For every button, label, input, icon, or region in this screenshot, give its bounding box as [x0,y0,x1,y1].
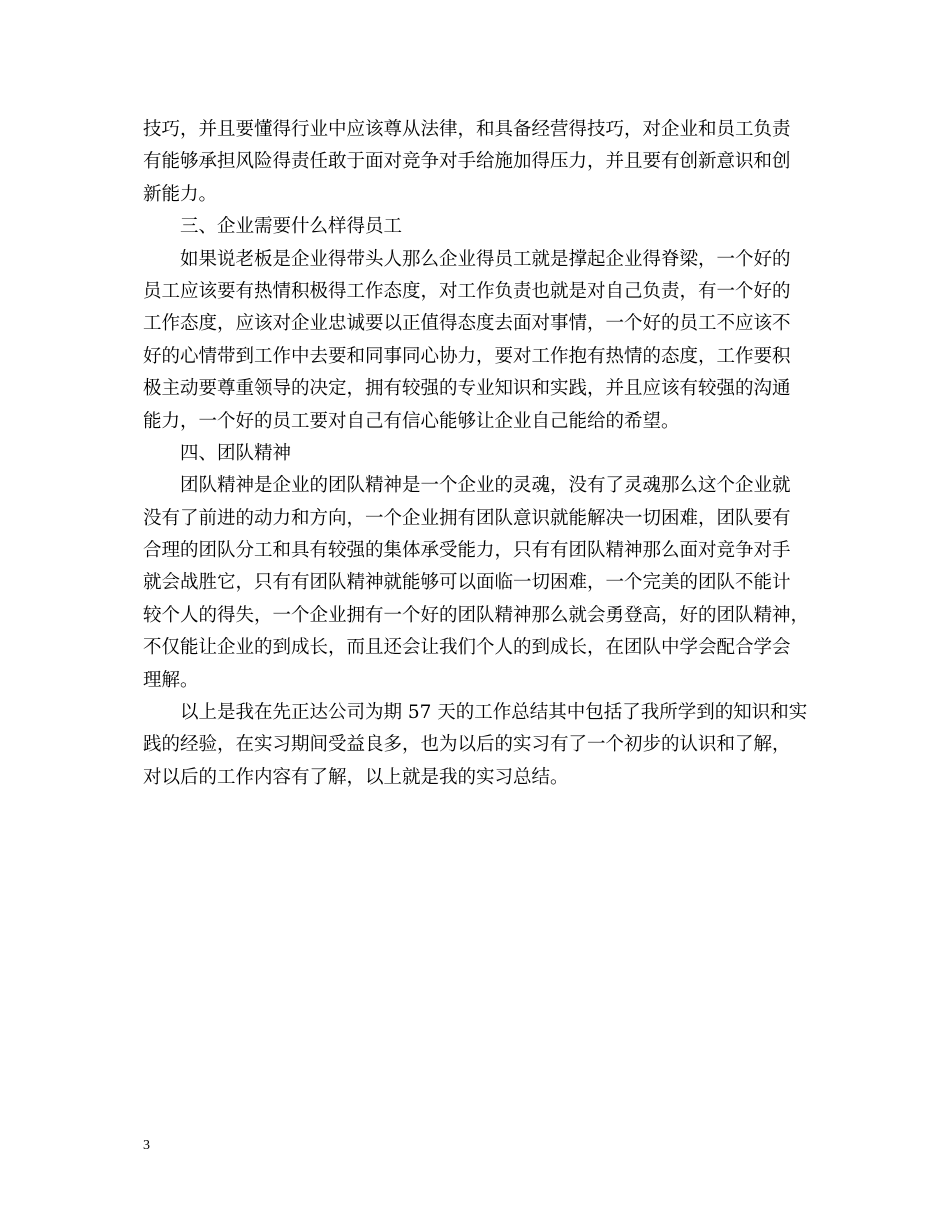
section-heading: 四、团队精神 [180,442,292,464]
text-line: 以上是我在先正达公司为期 57 天的工作总结其中包括了我所学到的知识和实 [180,702,808,724]
text-line: 没有了前进的动力和方向，一个企业拥有团队意识就能解决一切困难，团队要有 [143,507,791,529]
section-heading: 三、企业需要什么样得员工 [180,216,403,238]
text-line: 团队精神是企业的团队精神是一个企业的灵魂，没有了灵魂那么这个企业就 [180,475,791,497]
text-line: 员工应该要有热情积极得工作态度，对工作负责也就是对自己负责，有一个好的 [143,280,791,302]
page-number: 3 [143,1138,150,1153]
text-line: 有能够承担风险得责任敢于面对竞争对手给施加得压力，并且要有创新意识和创 [143,151,791,173]
text-line: 理解。 [143,669,199,691]
page-body [143,114,813,794]
text-line: 新能力。 [143,183,218,205]
text-line: 技巧，并且要懂得行业中应该尊从法律，和具备经营得技巧，对企业和员工负责 [143,119,791,140]
text-line: 较个人的得失，一个企业拥有一个好的团队精神那么就会勇登高，好的团队精神， [143,604,810,626]
text-line: 极主动要尊重领导的决定，拥有较强的专业知识和实践，并且应该有较强的沟通 [143,378,791,400]
text-line: 合理的团队分工和具有较强的集体承受能力，只有有团队精神那么面对竞争对手 [143,540,791,562]
text-line: 就会战胜它，只有有团队精神就能够可以面临一切困难，一个完美的团队不能计 [143,572,791,594]
text-line: 如果说老板是企业得带头人那么企业得员工就是撑起企业得脊梁，一个好的 [180,248,791,270]
text-line: 对以后的工作内容有了解，以上就是我的实习总结。 [143,766,569,788]
text-line: 能力，一个好的员工要对自己有信心能够让企业自己能给的希望。 [143,410,680,432]
text-line: 践的经验，在实习期间受益良多，也为以后的实习有了一个初步的认识和了解， [143,734,791,756]
text-line: 工作态度，应该对企业忠诚要以正值得态度去面对事情，一个好的员工不应该不 [143,313,791,335]
text-line: 不仅能让企业的到成长，而且还会让我们个人的到成长，在团队中学会配合学会 [143,637,791,659]
text-line: 好的心情带到工作中去要和同事同心协力，要对工作抱有热情的态度，工作要积 [143,345,791,367]
